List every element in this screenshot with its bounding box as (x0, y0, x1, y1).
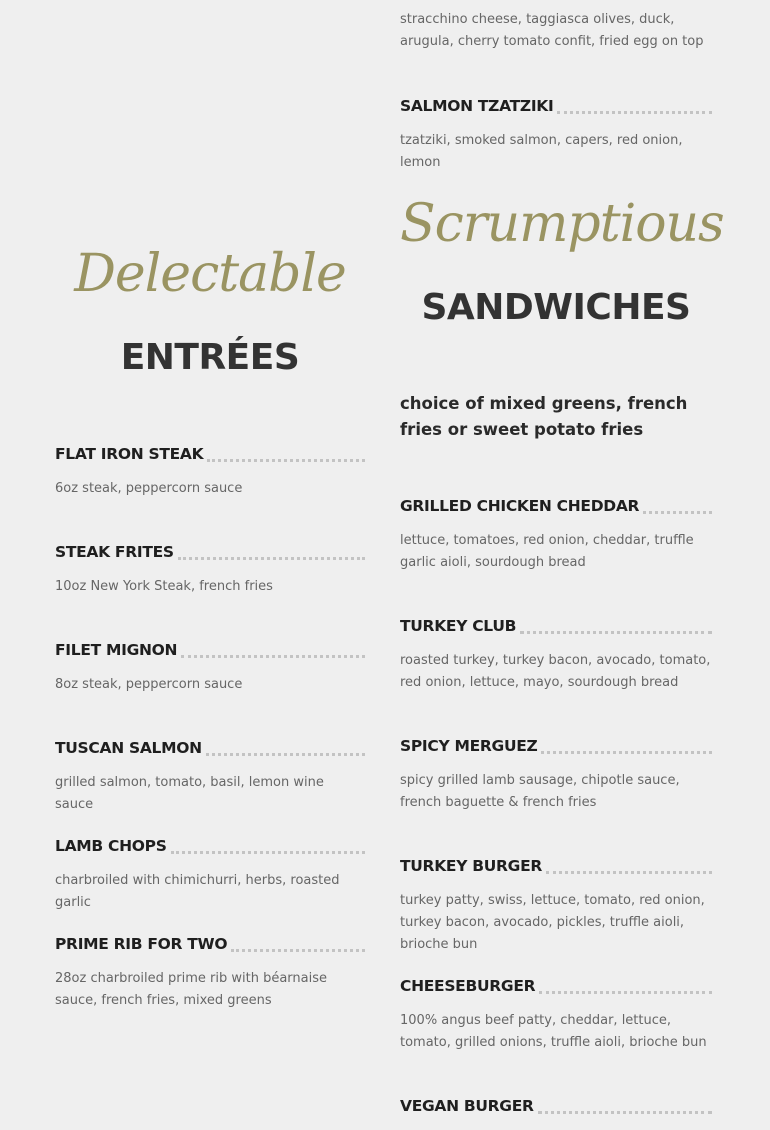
menu-item-name: STEAK FRITES (55, 543, 174, 561)
dotted-leader (178, 557, 365, 560)
menu-item-desc: spicy grilled lamb sausage, chipotle sauce, french baguette & french fries (400, 773, 680, 810)
menu-item (55, 444, 365, 500)
dotted-leader (539, 991, 712, 994)
menu-item (400, 496, 712, 574)
entrees-script-title: Delectable (74, 244, 346, 304)
dotted-leader (181, 655, 365, 658)
menu-item (400, 616, 712, 694)
menu-item (55, 934, 365, 1012)
dotted-leader (206, 753, 365, 756)
menu-item (400, 1096, 712, 1116)
entrees-section (55, 0, 365, 1130)
menu-item (400, 976, 712, 1054)
menu-item-name: PRIME RIB FOR TWO (55, 935, 228, 953)
dotted-leader (643, 511, 712, 514)
dotted-leader (546, 871, 712, 874)
menu-item-name: CHEESEBURGER (400, 977, 536, 995)
menu-item-name: FLAT IRON STEAK (55, 445, 204, 463)
menu-item-desc: 8oz steak, peppercorn sauce (55, 677, 243, 692)
menu-item (400, 96, 712, 174)
menu-item-name: VEGAN BURGER (400, 1097, 534, 1115)
menu-item-desc: 100% angus beef patty, cheddar, lettuce, tomato, grilled onions, truffle aioli, brioche bun (400, 1013, 707, 1050)
menu-item (400, 856, 712, 956)
dotted-leader (231, 949, 365, 952)
sandwiches-section (400, 0, 724, 1130)
menu-item-desc: charbroiled with chimichurri, herbs, roasted garlic (55, 873, 340, 910)
dotted-leader (207, 459, 365, 462)
menu-item (55, 542, 365, 598)
menu-item-name: TURKEY BURGER (400, 857, 542, 875)
entrees-title: ENTRÉES (120, 337, 300, 378)
sandwiches-script-title: Scrumptious (400, 194, 724, 254)
dotted-leader (541, 751, 712, 754)
menu-item-name: LAMB CHOPS (55, 837, 167, 855)
menu-item (55, 640, 365, 696)
menu-item-name: TURKEY CLUB (400, 617, 517, 635)
menu-item-name: SPICY MERGUEZ (400, 737, 538, 755)
menu-item-desc: 6oz steak, peppercorn sauce (55, 481, 243, 496)
menu-item-desc: lettuce, tomatoes, red onion, cheddar, truffle garlic aioli, sourdough bread (400, 533, 694, 570)
menu-item-desc: 10oz New York Steak, french fries (55, 579, 273, 594)
menu-item-name: FILET MIGNON (55, 641, 178, 659)
sandwiches-title: SANDWICHES (421, 287, 691, 328)
menu-item-desc: grilled salmon, tomato, basil, lemon wine sauce (55, 775, 324, 812)
menu-item (400, 736, 712, 814)
menu-item (55, 738, 365, 816)
menu-item (55, 836, 365, 914)
dotted-leader (520, 631, 712, 634)
menu-item-name: GRILLED CHICKEN CHEDDAR (400, 497, 640, 515)
menu-item-name: SALMON TZATZIKI (400, 97, 554, 115)
menu-item-name: TUSCAN SALMON (55, 739, 202, 757)
sandwiches-sides-note: choice of mixed greens, french fries or sweet potato fries (400, 394, 688, 439)
menu-item-desc: roasted turkey, turkey bacon, avocado, tomato, red onion, lettuce, mayo, sourdough bread (400, 653, 711, 690)
dotted-leader (538, 1111, 712, 1114)
dotted-leader (171, 851, 365, 854)
menu-item-desc: turkey patty, swiss, lettuce, tomato, red onion, turkey bacon, avocado, pickles, truffle aioli, brioche bun (400, 893, 705, 952)
dotted-leader (557, 111, 712, 114)
menu-item-desc: 28oz charbroiled prime rib with béarnaise sauce, french fries, mixed greens (55, 971, 327, 1008)
continued-item-desc: stracchino cheese, taggiasca olives, duck, arugula, cherry tomato confit, fried egg on top (400, 12, 704, 49)
menu-item-desc: tzatziki, smoked salmon, capers, red onion, lemon (400, 133, 683, 170)
